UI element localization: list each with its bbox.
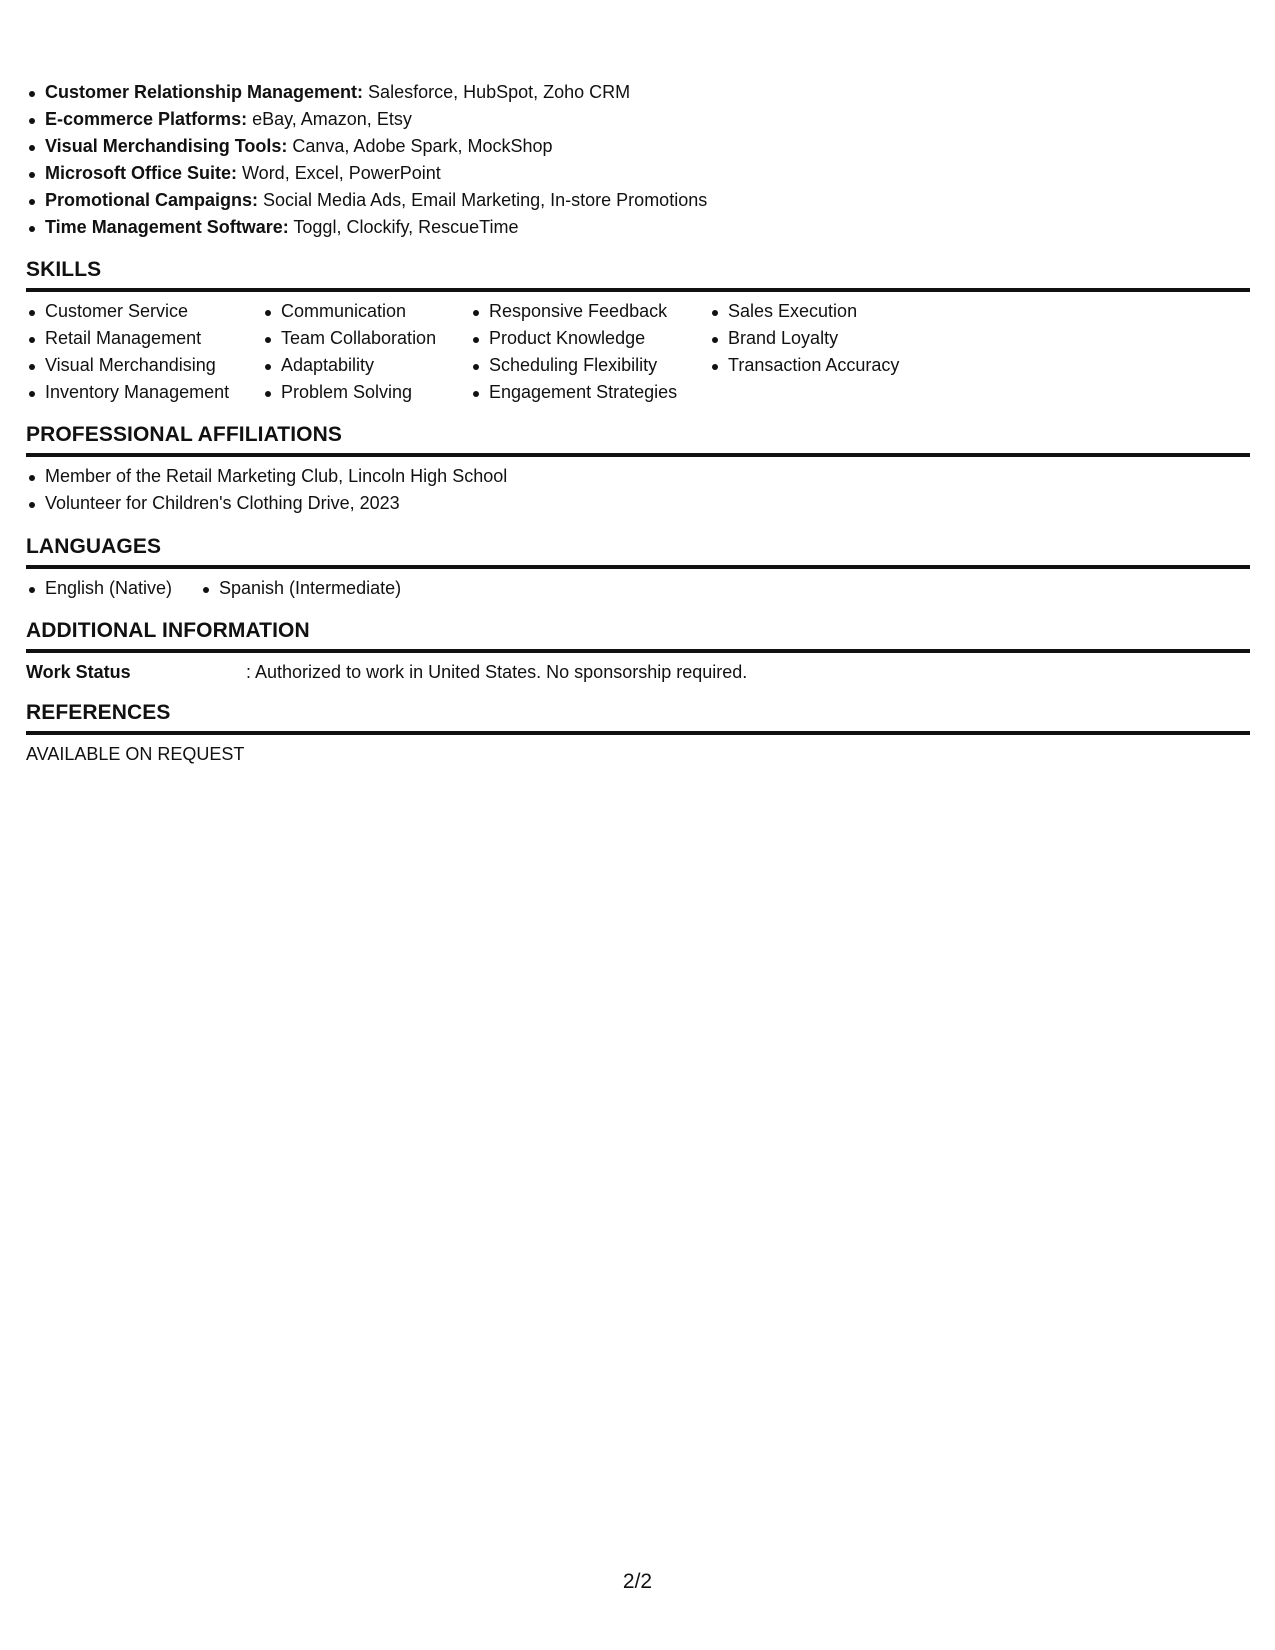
- skill-item: Retail Management: [26, 325, 229, 352]
- work-status-label: Work Status: [26, 662, 131, 682]
- section-title: SKILLS: [26, 258, 102, 281]
- skill-item: Product Knowledge: [470, 325, 677, 352]
- references-heading: [26, 697, 1250, 735]
- skill-item: Scheduling Flexibility: [470, 352, 677, 379]
- affiliations-heading: [26, 419, 1250, 457]
- affiliation-item: Volunteer for Children's Clothing Drive, 2023: [26, 490, 507, 517]
- skill-item: Adaptability: [262, 352, 436, 379]
- section-title: PROFESSIONAL AFFILIATIONS: [26, 423, 342, 446]
- skills-column: [262, 298, 436, 406]
- skills-column: [470, 298, 677, 406]
- tool-item: Time Management Software: Toggl, Clockify, RescueTime: [26, 214, 707, 241]
- skill-item: Team Collaboration: [262, 325, 436, 352]
- affiliation-item: Member of the Retail Marketing Club, Lincoln High School: [26, 463, 507, 490]
- skill-item: Visual Merchandising: [26, 352, 229, 379]
- skill-item: Problem Solving: [262, 379, 436, 406]
- skill-item: Engagement Strategies: [470, 379, 677, 406]
- language-item: Spanish (Intermediate): [200, 575, 401, 602]
- skill-item: Transaction Accuracy: [709, 352, 899, 379]
- section-title: REFERENCES: [26, 701, 171, 724]
- skill-item: Sales Execution: [709, 298, 899, 325]
- languages-heading: [26, 531, 1250, 569]
- skills-column: [709, 298, 899, 379]
- skill-item: Customer Service: [26, 298, 229, 325]
- tools-list: [26, 79, 707, 241]
- affiliations-list: [26, 463, 507, 517]
- skill-item: Communication: [262, 298, 436, 325]
- skills-heading: [26, 254, 1250, 292]
- section-title: ADDITIONAL INFORMATION: [26, 619, 310, 642]
- tool-item: Customer Relationship Management: Salesforce, HubSpot, Zoho CRM: [26, 79, 707, 106]
- page-number: 2/2: [622, 1570, 653, 1593]
- tool-item: E-commerce Platforms: eBay, Amazon, Etsy: [26, 106, 707, 133]
- skill-item: Inventory Management: [26, 379, 229, 406]
- skill-item: Brand Loyalty: [709, 325, 899, 352]
- tool-item: Microsoft Office Suite: Word, Excel, PowerPoint: [26, 160, 707, 187]
- language-item: English (Native): [26, 575, 172, 602]
- tool-item: Promotional Campaigns: Social Media Ads, Email Marketing, In-store Promotions: [26, 187, 707, 214]
- work-status-value: : Authorized to work in United States. No sponsorship required.: [246, 662, 748, 682]
- references-text: AVAILABLE ON REQUEST: [26, 744, 245, 764]
- additional-heading: [26, 615, 1250, 653]
- tool-item: Visual Merchandising Tools: Canva, Adobe Spark, MockShop: [26, 133, 707, 160]
- section-title: LANGUAGES: [26, 535, 162, 558]
- skill-item: Responsive Feedback: [470, 298, 677, 325]
- skills-column: [26, 298, 229, 406]
